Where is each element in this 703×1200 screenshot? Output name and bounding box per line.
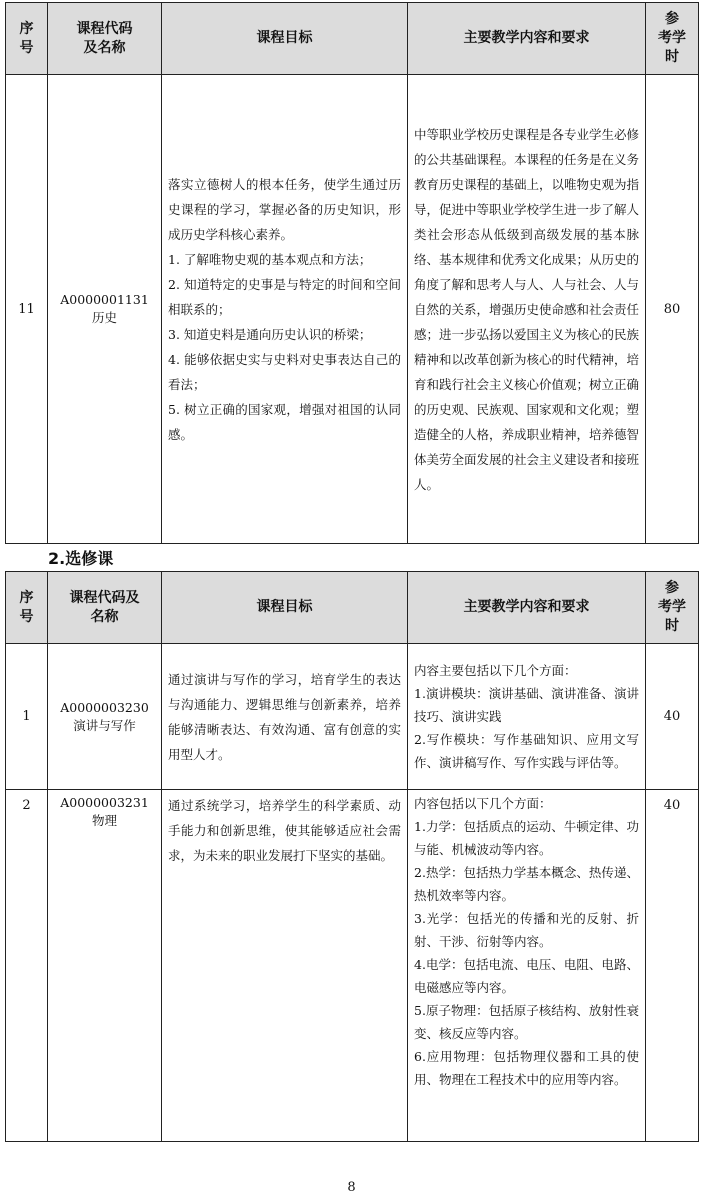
header-code-line1: 课程代码 <box>76 20 133 37</box>
content-item: 2.写作模块：写作基础知识、应用文写作、演讲稿写作、写作实践与评估等。 <box>414 732 639 770</box>
course-goal: 通过演讲与写作的学习，培育学生的表达与沟通能力、逻辑思维与创新素养，培养能够清晰表达、有效沟通、富有创意的实用型人才。 <box>162 644 408 790</box>
course-hours: 40 <box>646 644 699 790</box>
content-item: 1.力学：包括质点的运动、牛顿定律、功与能、机械波动等内容。 <box>414 819 639 857</box>
header-content: 主要教学内容和要求 <box>408 572 646 644</box>
header-hours-line3: 时 <box>665 49 679 65</box>
goal-item: 5. 树立正确的国家观，增强对祖国的认同感。 <box>168 401 401 442</box>
header-code <box>48 572 162 644</box>
content-item: 2.热学：包括热力学基本概念、热传递、热机效率等内容。 <box>414 865 639 903</box>
header-hours <box>646 572 699 644</box>
content-item: 6.应用物理：包括物理仪器和工具的使用、物理在工程技术中的应用等内容。 <box>414 1049 639 1087</box>
table-row <box>6 75 699 544</box>
course-goal: 通过系统学习，培养学生的科学素质、动手能力和创新思维，使其能够适应社会需求，为未来的职业发展打下坚实的基础。 <box>162 790 408 1142</box>
course-code: A0000001131 <box>60 292 149 307</box>
course-code: A0000003231 <box>60 795 149 810</box>
content-intro: 内容主要包括以下几个方面： <box>414 663 577 678</box>
header-seq-line1: 序 <box>19 20 34 37</box>
course-table-elective <box>5 571 699 1142</box>
content-item: 3.光学：包括光的传播和光的反射、折射、干涉、衍射等内容。 <box>414 911 639 949</box>
course-name: 演讲与写作 <box>73 717 136 733</box>
course-hours: 40 <box>646 790 699 1142</box>
header-hours-line1: 参 <box>665 580 679 596</box>
header-goal: 课程目标 <box>162 3 408 75</box>
table-header-row <box>6 572 699 644</box>
course-code-name <box>48 644 162 790</box>
section-title: 2.选修课 <box>48 549 114 568</box>
header-content: 主要教学内容和要求 <box>408 3 646 75</box>
row-seq: 11 <box>6 75 48 544</box>
course-name: 历史 <box>91 310 117 325</box>
table-row <box>6 644 699 790</box>
goal-item: 2. 知道特定的史事是与特定的时间和空间相联系的； <box>168 276 401 317</box>
row-seq: 2 <box>6 790 48 1142</box>
table-header-row <box>6 3 699 75</box>
course-code-name <box>48 75 162 544</box>
table-row <box>6 790 699 1142</box>
header-hours <box>646 3 699 75</box>
header-seq-line2: 号 <box>19 39 34 56</box>
course-code-name <box>48 790 162 1142</box>
content-item: 5.原子物理：包括原子核结构、放射性衰变、核反应等内容。 <box>414 1003 639 1041</box>
goal-intro: 落实立德树人的根本任务，使学生通过历史课程的学习，掌握必备的历史知识，形成历史学科核心素养。 <box>168 176 401 242</box>
goal-item: 4. 能够依据史实与史料对史事表达自己的看法； <box>168 351 401 392</box>
course-goal <box>162 75 408 544</box>
page-number: 8 <box>347 1180 356 1195</box>
course-hours: 80 <box>646 75 699 544</box>
header-seq <box>6 3 48 75</box>
course-content <box>408 790 646 1142</box>
header-code <box>48 3 162 75</box>
course-code: A0000003230 <box>60 699 149 715</box>
course-content <box>408 644 646 790</box>
header-code-line1: 课程代码及 <box>69 589 140 606</box>
header-hours-line1: 参 <box>665 11 679 27</box>
goal-item: 1. 了解唯物史观的基本观点和方法； <box>168 251 372 267</box>
header-code-line2: 及名称 <box>83 39 126 56</box>
header-seq-line2: 号 <box>19 608 34 625</box>
content-item: 1.演讲模块：演讲基础、演讲准备、演讲技巧、演讲实践 <box>414 686 639 724</box>
header-seq-line1: 序 <box>19 589 34 606</box>
header-hours-line3: 时 <box>665 618 679 634</box>
goal-item: 3. 知道史料是通向历史认识的桥梁； <box>168 326 372 342</box>
header-hours-line2: 考学 <box>658 599 686 615</box>
content-intro: 内容包括以下几个方面： <box>414 796 552 811</box>
content-item: 4.电学：包括电流、电压、电阻、电路、电磁感应等内容。 <box>414 957 639 995</box>
header-seq <box>6 572 48 644</box>
header-code-line2: 名称 <box>90 608 119 625</box>
header-goal: 课程目标 <box>162 572 408 644</box>
course-name: 物理 <box>91 813 117 828</box>
course-content: 中等职业学校历史课程是各专业学生必修的公共基础课程。本课程的任务是在义务教育历史课程的基础上，以唯物史观为指导，促进中等职业学校学生进一步了解人类社会形态从低级到高级发展的基本脉络、基本规律和优秀文化成果；从历史的角度了解和思考人与人、人与社会、人与自然的关系，增强历史使命感和社会责任感；进一步弘扬以爱国主义为核心的民族精神和以改革创新为核心的时代精神，培育和践行社会主义核心价值观；树立正确的历史观、民族观、国家观和文化观；塑造健全的人格，养成职业精神，培养德智体美劳全面发展的社会主义建设者和接班人。 <box>408 75 646 544</box>
header-hours-line2: 考学 <box>658 30 686 46</box>
course-table-required <box>5 2 699 544</box>
row-seq: 1 <box>6 644 48 790</box>
